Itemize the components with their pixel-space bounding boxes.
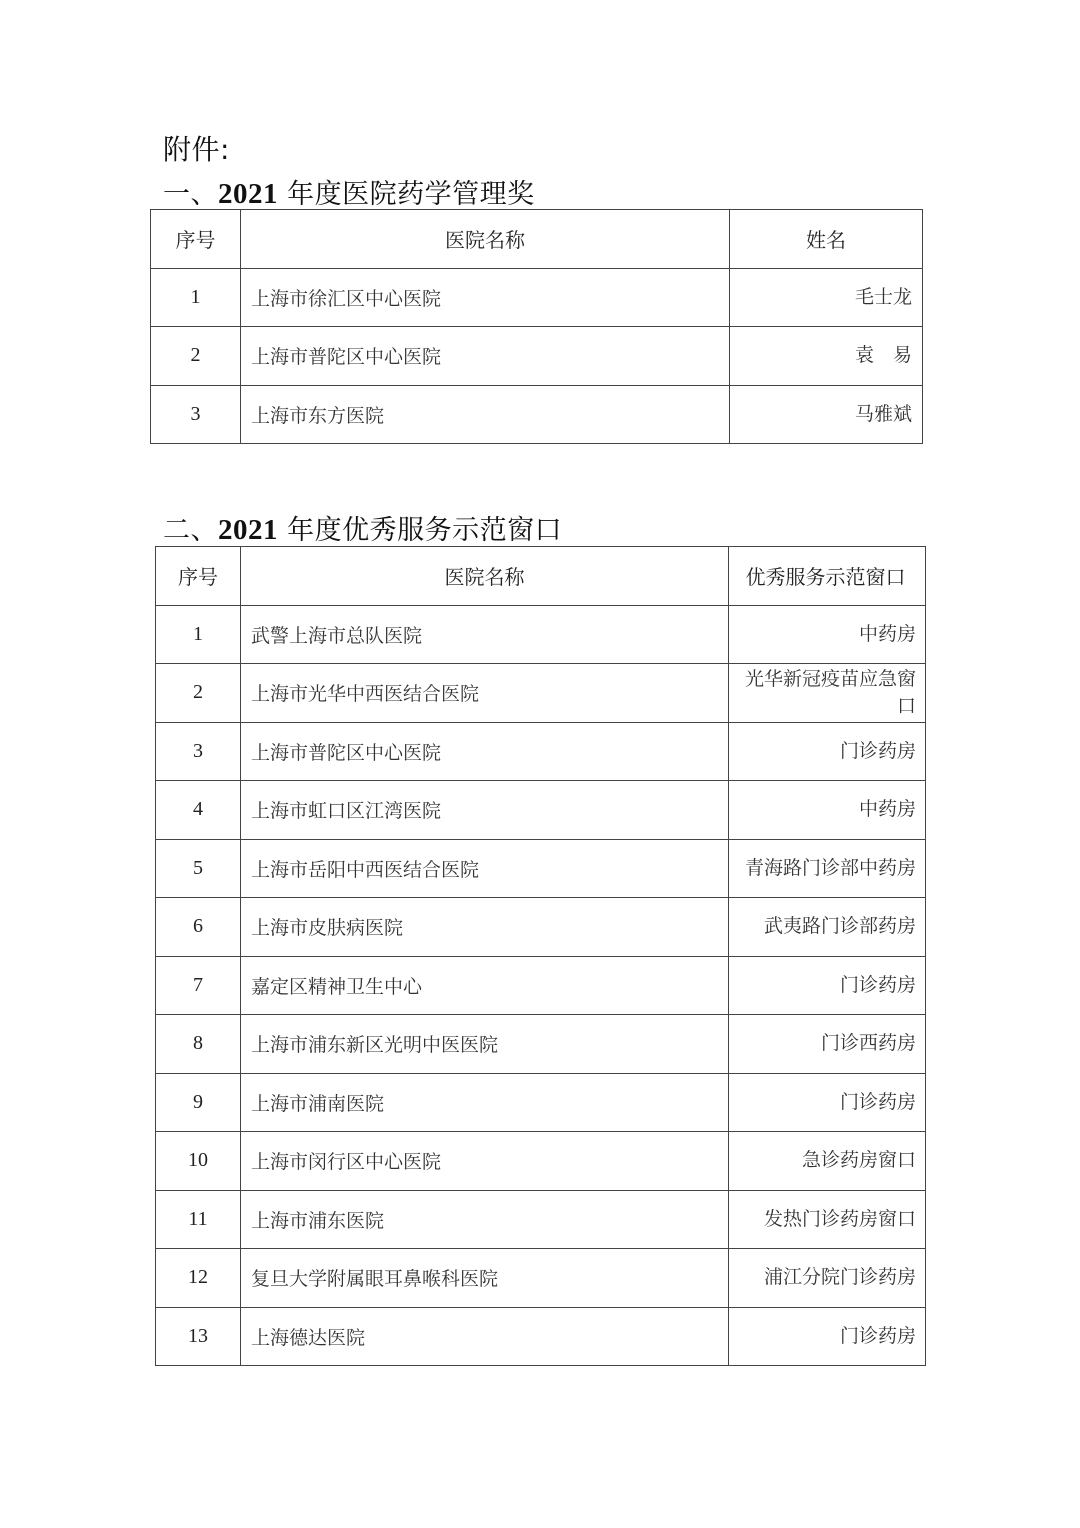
table-header-row [156,547,926,606]
serial-cell: 4 [156,781,241,840]
section2-heading [163,508,562,547]
section1-prefix: 一、 [163,179,218,210]
section2-prefix: 二、 [163,515,218,546]
table-row [156,956,926,1015]
table-row [156,1249,926,1308]
header-serial: 序号 [151,210,241,269]
service-window-cell: 门诊西药房 [729,1015,926,1074]
table-row [151,268,923,327]
serial-cell: 3 [156,722,241,781]
table-row [156,722,926,781]
pharmacy-management-award-table [150,209,923,444]
header-hospital: 医院名称 [241,547,729,606]
serial-cell: 6 [156,898,241,957]
hospital-cell: 上海市东方医院 [241,385,730,444]
hospital-cell: 武警上海市总队医院 [241,605,729,664]
table-header-row [151,210,923,269]
table-row [156,839,926,898]
serial-cell: 13 [156,1307,241,1366]
service-window-cell: 门诊药房 [729,722,926,781]
hospital-cell: 上海市普陀区中心医院 [241,722,729,781]
service-window-cell: 武夷路门诊部药房 [729,898,926,957]
serial-cell: 7 [156,956,241,1015]
section1-title: 年度医院药学管理奖 [278,179,535,210]
header-name: 姓名 [730,210,923,269]
table-row [156,664,926,723]
hospital-cell: 上海市虹口区江湾医院 [241,781,729,840]
hospital-cell: 复旦大学附属眼耳鼻喉科医院 [241,1249,729,1308]
table-row [156,1132,926,1191]
table-row [151,327,923,386]
service-window-cell: 发热门诊药房窗口 [729,1190,926,1249]
section1-year: 2021 [218,178,278,210]
serial-cell: 12 [156,1249,241,1308]
service-window-table [155,546,926,1366]
serial-cell: 1 [156,605,241,664]
section2-year: 2021 [218,514,278,546]
hospital-cell: 上海市皮肤病医院 [241,898,729,957]
serial-cell: 8 [156,1015,241,1074]
person-name-cell: 马雅斌 [730,385,923,444]
hospital-cell: 上海市普陀区中心医院 [241,327,730,386]
serial-cell: 9 [156,1073,241,1132]
hospital-cell: 上海市浦东新区光明中医医院 [241,1015,729,1074]
hospital-cell: 上海市徐汇区中心医院 [241,268,730,327]
hospital-cell: 上海市光华中西医结合医院 [241,664,729,723]
serial-cell: 2 [151,327,241,386]
serial-cell: 1 [151,268,241,327]
table-row [156,898,926,957]
table-row [156,605,926,664]
serial-cell: 2 [156,664,241,723]
service-window-cell: 急诊药房窗口 [729,1132,926,1191]
table-row [156,1015,926,1074]
attachment-label: 附件: [163,133,230,166]
serial-cell: 11 [156,1190,241,1249]
serial-cell: 5 [156,839,241,898]
hospital-cell: 上海市浦南医院 [241,1073,729,1132]
hospital-cell: 上海德达医院 [241,1307,729,1366]
service-window-cell: 门诊药房 [729,956,926,1015]
service-window-cell: 门诊药房 [729,1073,926,1132]
table-row [156,781,926,840]
service-window-cell: 浦江分院门诊药房 [729,1249,926,1308]
person-name-cell: 毛士龙 [730,268,923,327]
service-window-cell: 门诊药房 [729,1307,926,1366]
service-window-cell: 中药房 [729,781,926,840]
hospital-cell: 上海市闵行区中心医院 [241,1132,729,1191]
section2-title: 年度优秀服务示范窗口 [278,515,563,546]
service-window-cell: 中药房 [729,605,926,664]
header-serial: 序号 [156,547,241,606]
person-name-cell: 袁 易 [730,327,923,386]
hospital-cell: 上海市浦东医院 [241,1190,729,1249]
service-window-cell: 青海路门诊部中药房 [729,839,926,898]
header-service-window: 优秀服务示范窗口 [729,547,926,606]
table-row [156,1307,926,1366]
header-hospital: 医院名称 [241,210,730,269]
table-row [151,385,923,444]
hospital-cell: 嘉定区精神卫生中心 [241,956,729,1015]
serial-cell: 3 [151,385,241,444]
serial-cell: 10 [156,1132,241,1191]
hospital-cell: 上海市岳阳中西医结合医院 [241,839,729,898]
section1-heading [163,172,535,211]
table-row [156,1073,926,1132]
service-window-cell: 光华新冠疫苗应急窗口 [729,664,926,723]
table-row [156,1190,926,1249]
